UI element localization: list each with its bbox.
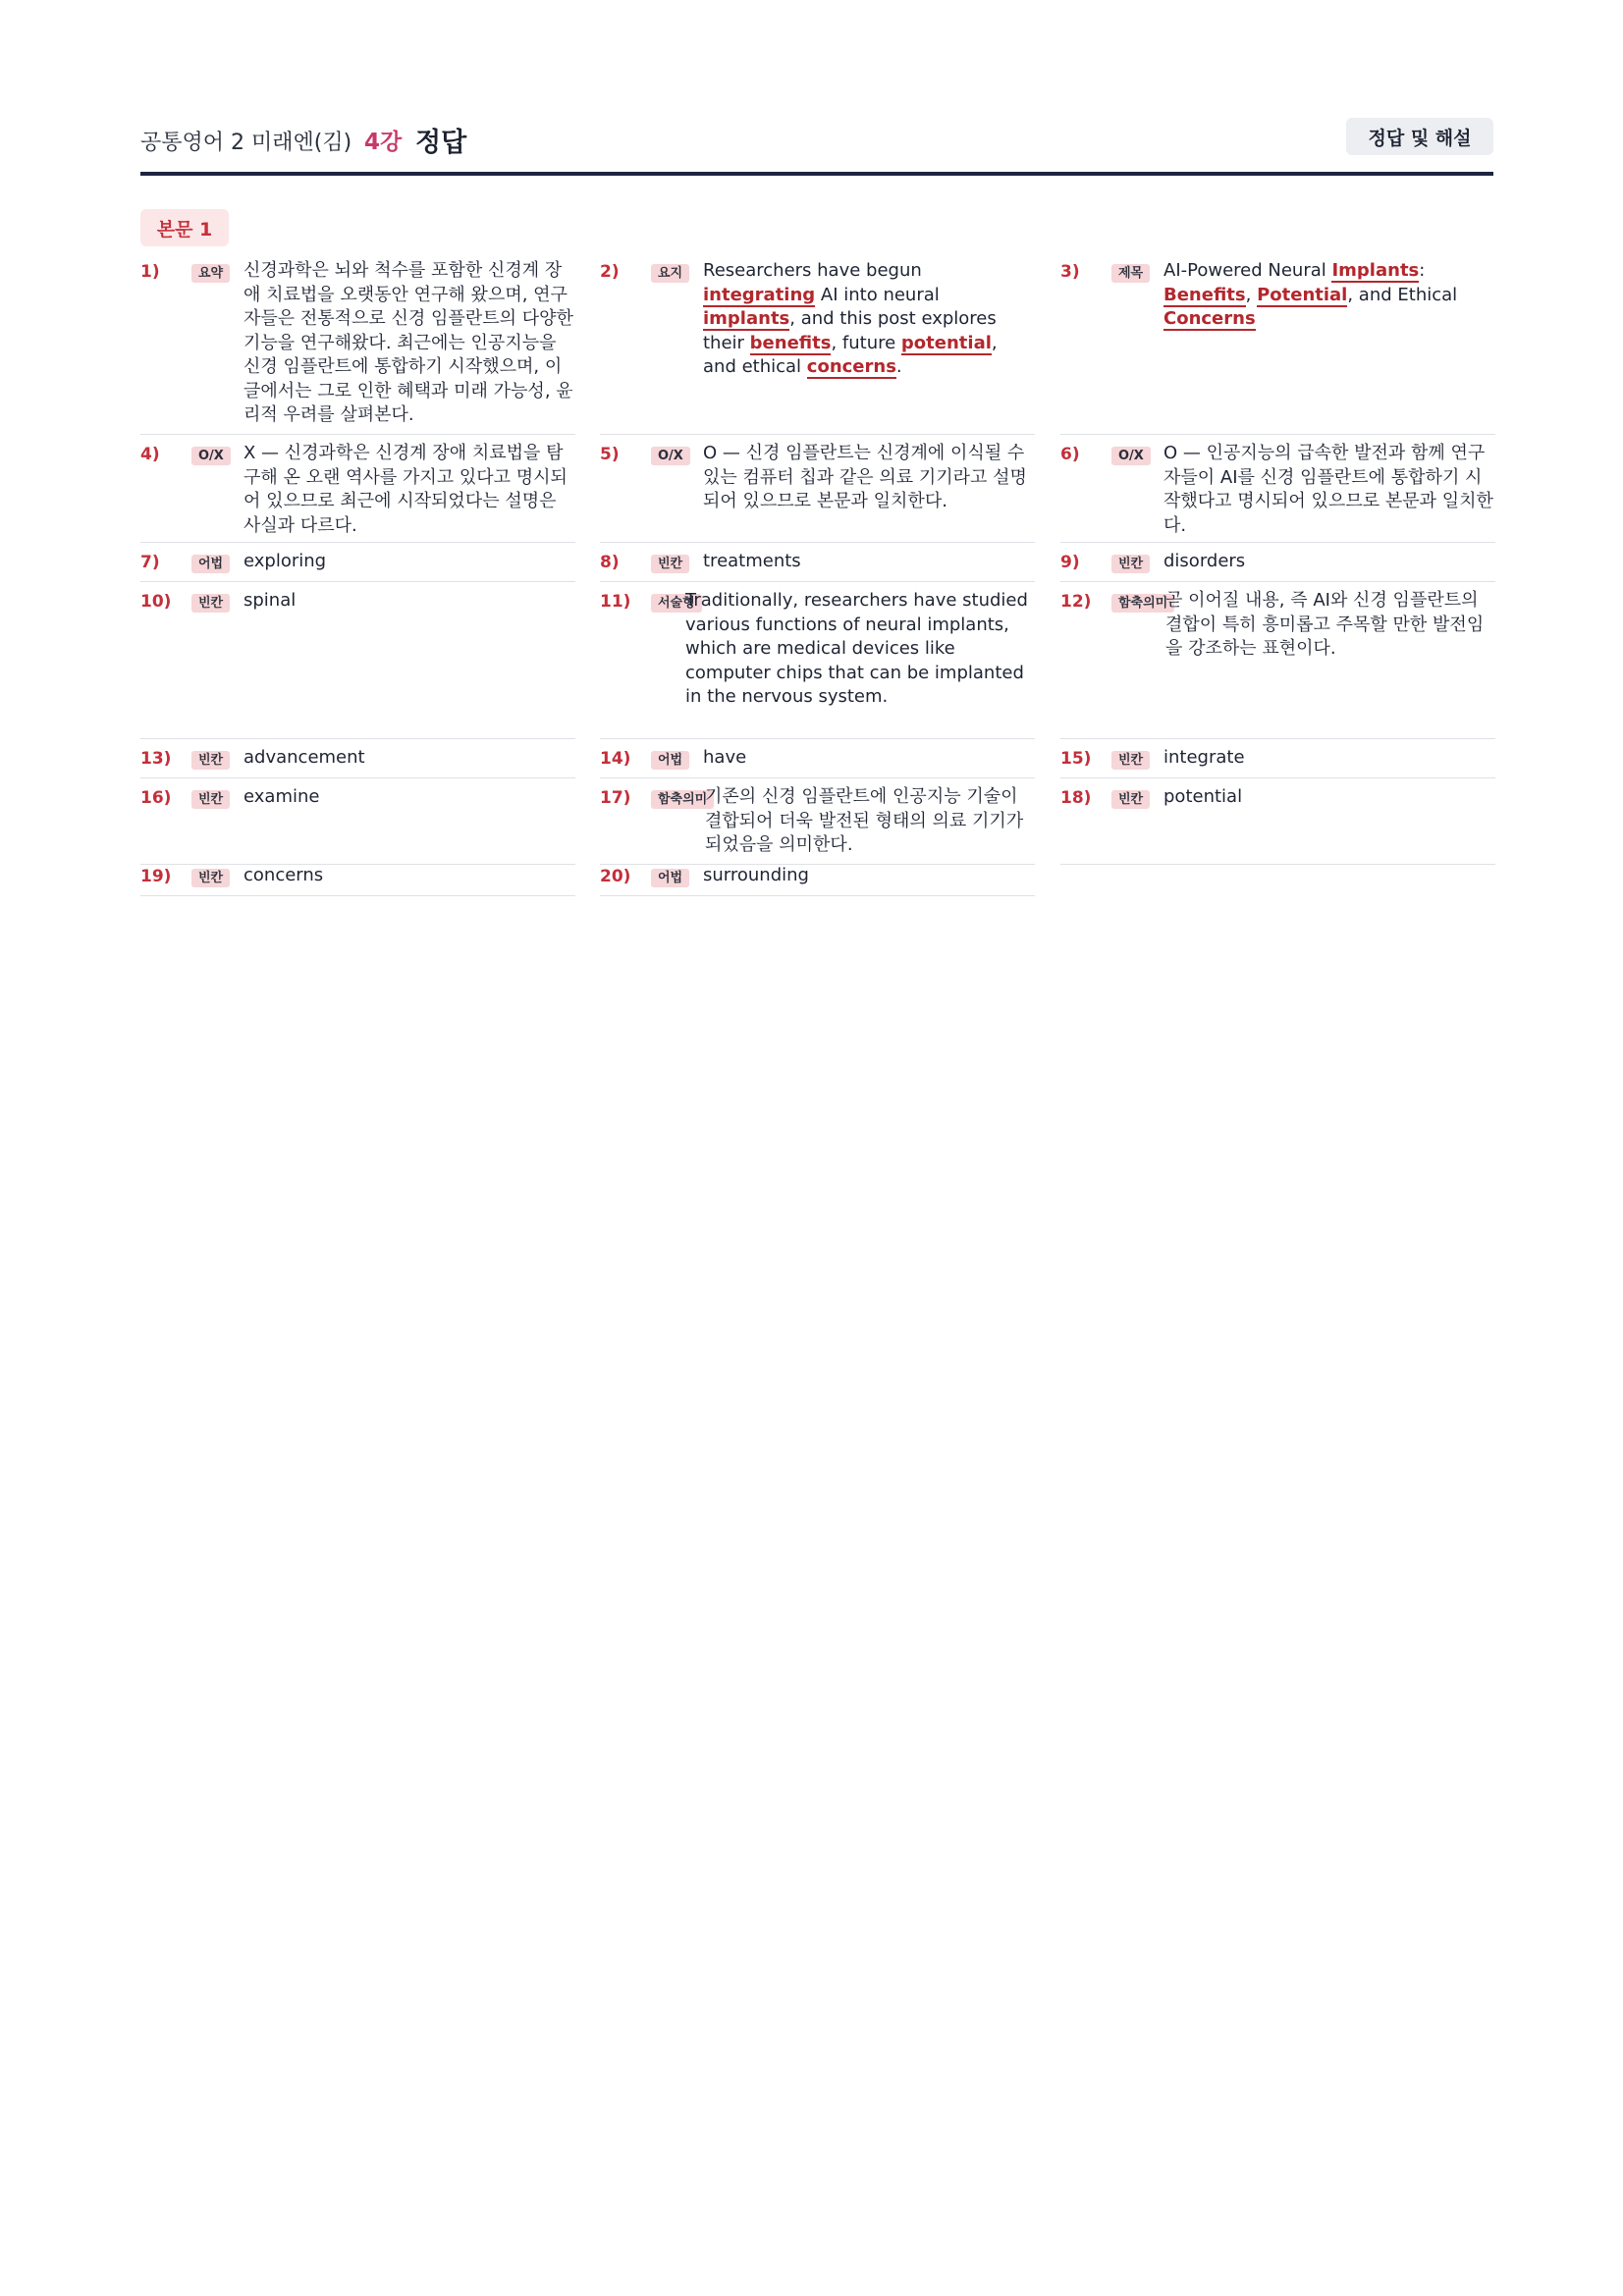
answer-number: 4) xyxy=(140,445,160,464)
answer-text: 곧 이어질 내용, 즉 AI와 신경 임플란트의 결합이 특히 흥미롭고 주목할 만한 발전임을 강조하는 표현이다. xyxy=(1165,590,1485,659)
answer-item xyxy=(600,442,1035,543)
question-type-tag: 빈칸 xyxy=(191,869,230,887)
answer-keyword: potential xyxy=(900,332,992,353)
section-label: 본문 1 xyxy=(140,209,229,246)
question-type-tag: O/X xyxy=(1111,447,1151,465)
answer-key-badge: 정답 및 해설 xyxy=(1346,118,1493,155)
answer-text: examine xyxy=(243,786,320,807)
question-type-tag: 서술형 xyxy=(651,594,702,613)
answer-text-segment: , and this post explores their xyxy=(703,308,997,353)
answer-number: 11) xyxy=(600,592,631,612)
answer-item xyxy=(1060,259,1495,435)
answer-text-segment: , and Ethical xyxy=(1347,284,1458,305)
answer-text: treatments xyxy=(703,551,801,571)
answer-keyword: Benefits xyxy=(1163,284,1246,305)
question-type-tag: 제목 xyxy=(1111,264,1150,283)
question-type-tag: 빈칸 xyxy=(1111,751,1150,770)
answer-number: 9) xyxy=(1060,553,1080,572)
answer-number: 13) xyxy=(140,749,172,769)
answer-item xyxy=(140,589,575,739)
answer-item xyxy=(140,442,575,543)
answer-keyword: integrating xyxy=(703,284,816,305)
answer-text xyxy=(1163,259,1495,332)
answer-text: 기존의 신경 임플란트에 인공지능 기술이 결합되어 더욱 발전된 형태의 의료 기기가 되었음을 의미한다. xyxy=(705,786,1024,855)
answer-text: O — 신경 임플란트는 신경계에 이식될 수 있는 컴퓨터 칩과 같은 의료 기기라고 설명되어 있으므로 본문과 일치한다. xyxy=(703,443,1027,511)
question-type-tag: O/X xyxy=(191,447,231,465)
answer-text: concerns xyxy=(243,865,324,885)
answer-text: 신경과학은 뇌와 척수를 포함한 신경계 장애 치료법을 오랫동안 연구해 왔으며, 연구자들은 전통적으로 신경 임플란트의 다양한 기능을 연구해왔다. 최근에는 인공지능을 신경 임플란트에 통합하기 시작했으며, 이 글에서는 그로 인한 혜택과 미래 가능성, 윤리적 우려를 살펴본다. xyxy=(243,260,573,425)
answer-item xyxy=(140,746,575,778)
lesson-number: 4강 xyxy=(364,130,403,155)
answer-text: potential xyxy=(1163,786,1243,807)
answer-item xyxy=(600,550,1035,582)
question-type-tag: O/X xyxy=(651,447,690,465)
course-name: 공통영어 2 미래엔(김) xyxy=(140,131,352,155)
answer-number: 2) xyxy=(600,262,620,282)
answer-keyword: Concerns xyxy=(1163,308,1256,329)
answer-text-segment: , future xyxy=(831,332,901,353)
answer-number: 8) xyxy=(600,553,620,572)
answer-text-segment: , xyxy=(1245,284,1258,305)
answer-text: spinal xyxy=(243,590,297,611)
answer-text-segment: Researchers have begun xyxy=(703,260,922,281)
answer-number: 18) xyxy=(1060,788,1092,808)
question-type-tag: 어법 xyxy=(651,869,689,887)
answer-number: 3) xyxy=(1060,262,1080,282)
answer-text-segment: , and ethical xyxy=(703,332,998,377)
answer-number: 7) xyxy=(140,553,160,572)
question-type-tag: 빈칸 xyxy=(651,555,689,573)
answer-item xyxy=(1060,442,1495,543)
question-type-tag: 요약 xyxy=(191,264,230,283)
question-type-tag: 함축의미 xyxy=(1111,594,1174,613)
answer-number: 14) xyxy=(600,749,631,769)
answer-number: 1) xyxy=(140,262,160,282)
answer-number: 16) xyxy=(140,788,172,808)
answer-keyword: concerns xyxy=(806,356,896,377)
answer-item xyxy=(140,864,575,896)
answer-text: disorders xyxy=(1163,551,1246,571)
answer-text: exploring xyxy=(243,551,327,571)
answer-item xyxy=(1060,785,1495,865)
answer-item xyxy=(1060,550,1495,582)
answer-keyword: Implants xyxy=(1331,260,1420,281)
answer-keyword: Potential xyxy=(1257,284,1348,305)
answer-text-segment: AI into neural xyxy=(815,284,940,305)
answer-number: 20) xyxy=(600,867,631,886)
page-header xyxy=(140,118,1493,177)
answer-text-segment: AI-Powered Neural xyxy=(1163,260,1332,281)
answer-number: 5) xyxy=(600,445,620,464)
answer-keyword: benefits xyxy=(749,332,832,353)
question-type-tag: 어법 xyxy=(191,555,230,573)
page-title: 정답 xyxy=(415,128,467,158)
answer-number: 17) xyxy=(600,788,631,808)
question-type-tag: 어법 xyxy=(651,751,689,770)
header-divider xyxy=(140,172,1493,176)
answer-number: 19) xyxy=(140,867,172,886)
answer-text: have xyxy=(703,747,747,768)
answer-item xyxy=(1060,589,1495,739)
question-type-tag: 빈칸 xyxy=(191,790,230,809)
answer-item xyxy=(600,259,1035,435)
answer-text: Traditionally, researchers have studied various functions of neural implants, which are medical devices like computer chips that can be implanted in the nervous system. xyxy=(685,590,1028,707)
answer-item xyxy=(600,589,1035,739)
answer-text-segment: : xyxy=(1419,260,1426,281)
answer-text: advancement xyxy=(243,747,365,768)
answer-item xyxy=(600,785,1035,865)
answer-text: integrate xyxy=(1163,747,1245,768)
answer-text-segment: . xyxy=(895,356,902,377)
question-type-tag: 빈칸 xyxy=(1111,790,1150,809)
question-type-tag: 빈칸 xyxy=(1111,555,1150,573)
answer-item xyxy=(600,746,1035,778)
answer-item xyxy=(140,550,575,582)
answer-number: 12) xyxy=(1060,592,1092,612)
answer-number: 15) xyxy=(1060,749,1092,769)
answer-keyword: implants xyxy=(703,308,790,329)
empty-cell xyxy=(1060,864,1495,895)
answer-number: 6) xyxy=(1060,445,1080,464)
answer-item xyxy=(140,785,575,865)
answer-item xyxy=(1060,746,1495,778)
question-type-tag: 함축의미 xyxy=(651,790,714,809)
empty-cell xyxy=(600,864,1035,896)
answer-item xyxy=(140,259,575,435)
answer-text xyxy=(703,259,1035,380)
answer-text: surrounding xyxy=(703,865,809,885)
question-type-tag: 요지 xyxy=(651,264,689,283)
question-type-tag: 빈칸 xyxy=(191,751,230,770)
question-type-tag: 빈칸 xyxy=(191,594,230,613)
answer-number: 10) xyxy=(140,592,172,612)
answer-text: X — 신경과학은 신경계 장애 치료법을 탐구해 온 오랜 역사를 가지고 있다고 명시되어 있으므로 최근에 시작되었다는 설명은 사실과 다르다. xyxy=(243,443,568,536)
answer-text: O — 인공지능의 급속한 발전과 함께 연구자들이 AI를 신경 임플란트에 통합하기 시작했다고 명시되어 있으므로 본문과 일치한다. xyxy=(1163,443,1493,536)
